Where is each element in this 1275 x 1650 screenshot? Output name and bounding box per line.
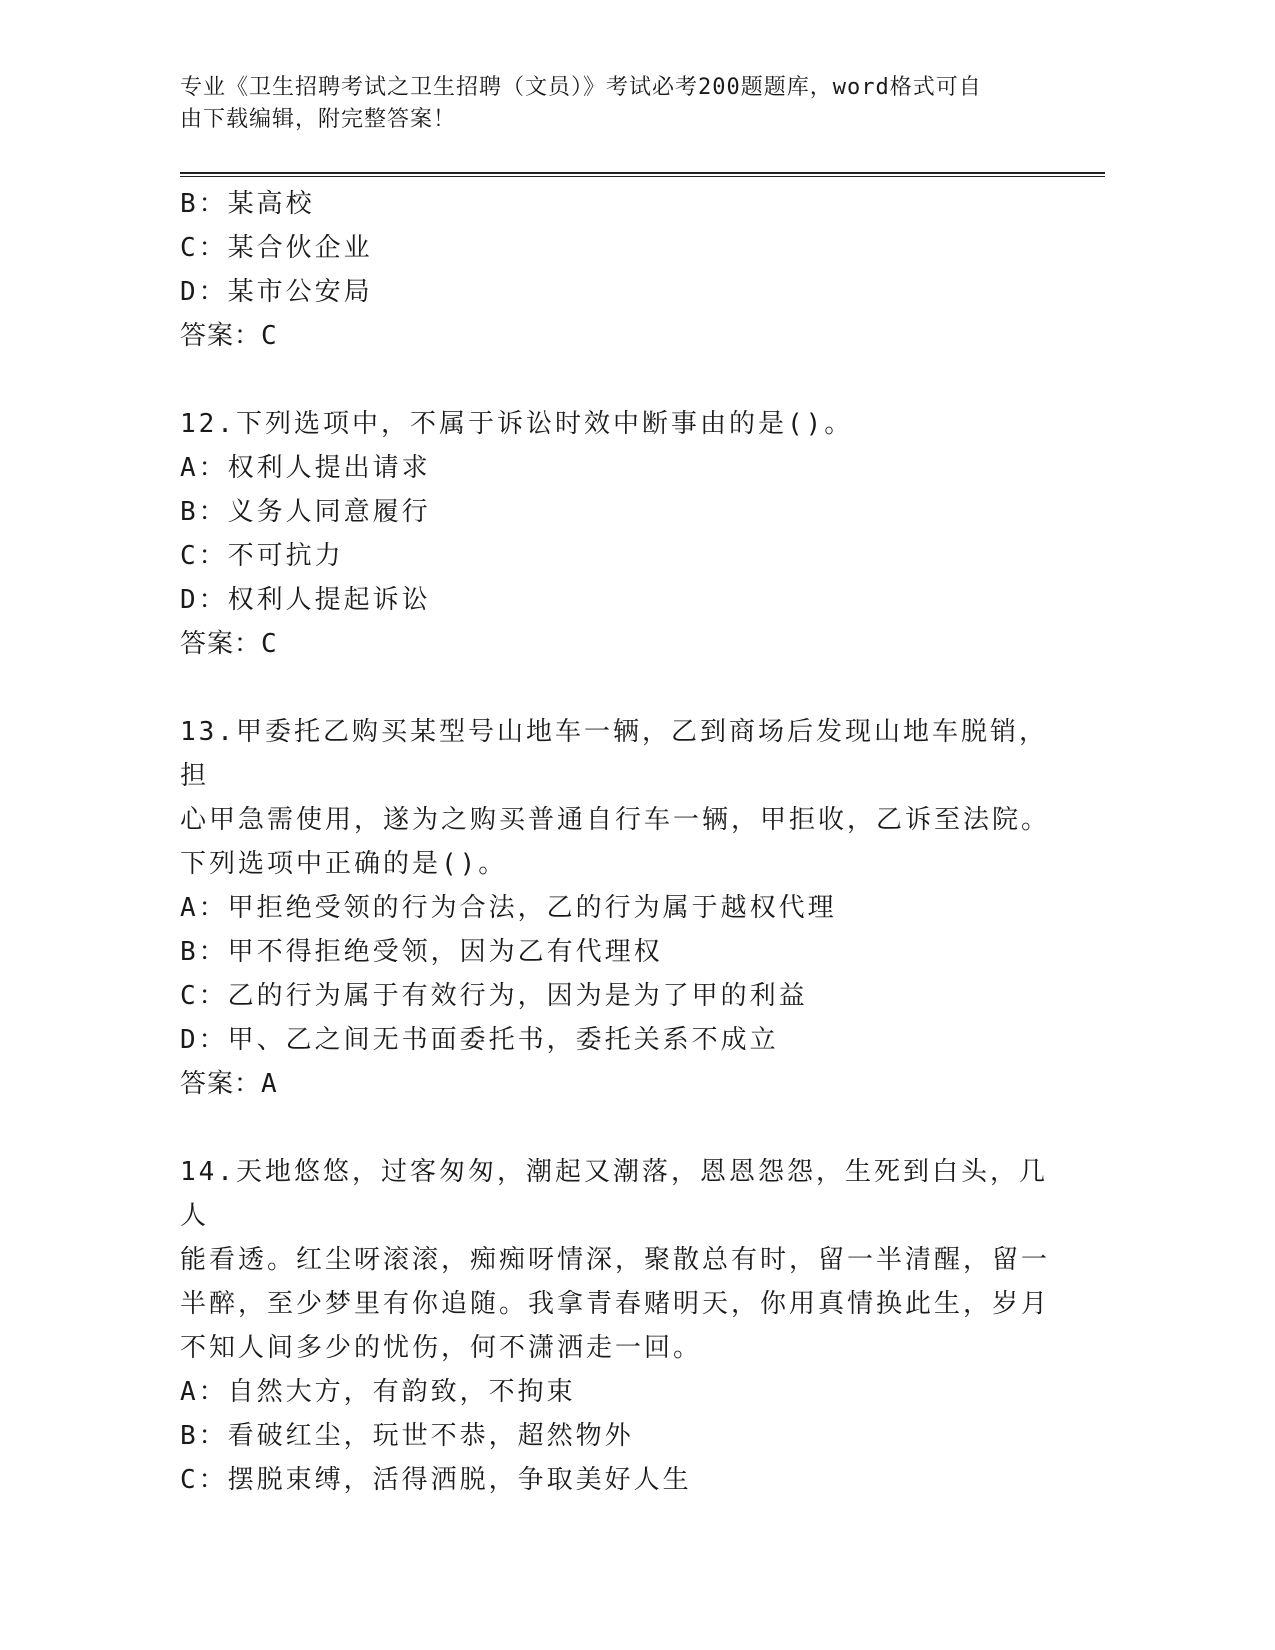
option-d: D：甲、乙之间无书面委托书，委托关系不成立 — [180, 1025, 779, 1055]
answer: 答案：C — [180, 321, 278, 351]
option-a: A：权利人提出请求 — [180, 453, 431, 483]
option-d: D：某市公安局 — [180, 277, 373, 307]
option-c: C：某合伙企业 — [180, 233, 373, 263]
option-a: A：甲拒绝受领的行为合法，乙的行为属于越权代理 — [180, 893, 837, 923]
answer: 答案：A — [180, 1069, 278, 1099]
option-c: C：乙的行为属于有效行为，因为是为了甲的利益 — [180, 981, 808, 1011]
question-stem-line: 半醉，至少梦里有你追随。我拿青春赌明天，你用真情换此生，岁月 — [180, 1289, 1051, 1319]
question-list — [180, 182, 1060, 1502]
header-line-1: 专业《卫生招聘考试之卫生招聘（文员）》考试必考200题题库，word格式可自 — [180, 75, 982, 100]
question-12 — [180, 402, 1060, 666]
option-d: D：权利人提起诉讼 — [180, 585, 431, 615]
option-b: B：义务人同意履行 — [180, 497, 431, 527]
question-stem-line: 心甲急需使用，遂为之购买普通自行车一辆，甲拒收，乙诉至法院。 — [180, 805, 1051, 835]
question-14 — [180, 1150, 1060, 1502]
question-13 — [180, 710, 1060, 1106]
option-b: B：看破红尘，玩世不恭，超然物外 — [180, 1421, 634, 1451]
header-line-2: 由下载编辑，附完整答案！ — [180, 107, 457, 132]
page-header — [180, 72, 1050, 136]
question-stem: 12.下列选项中，不属于诉讼时效中断事由的是()。 — [180, 409, 854, 439]
option-a: A：自然大方，有韵致，不拘束 — [180, 1377, 576, 1407]
question-stem-line: 能看透。红尘呀滚滚，痴痴呀情深，聚散总有时，留一半清醒，留一 — [180, 1245, 1051, 1275]
question-stem-line: 13.甲委托乙购买某型号山地车一辆，乙到商场后发现山地车脱销，担 — [180, 717, 1048, 791]
option-b: B：某高校 — [180, 189, 315, 219]
question-11 — [180, 182, 1060, 358]
question-stem-line: 14.天地悠悠，过客匆匆，潮起又潮落，恩恩怨怨，生死到白头，几人 — [180, 1157, 1048, 1231]
option-c: C：摆脱束缚，活得洒脱，争取美好人生 — [180, 1465, 692, 1495]
option-b: B：甲不得拒绝受领，因为乙有代理权 — [180, 937, 663, 967]
question-stem-line: 下列选项中正确的是()。 — [180, 849, 508, 879]
question-stem-line: 不知人间多少的忧伤，何不潇洒走一回。 — [180, 1333, 703, 1363]
header-divider — [180, 172, 1105, 177]
answer: 答案：C — [180, 629, 278, 659]
option-c: C：不可抗力 — [180, 541, 344, 571]
